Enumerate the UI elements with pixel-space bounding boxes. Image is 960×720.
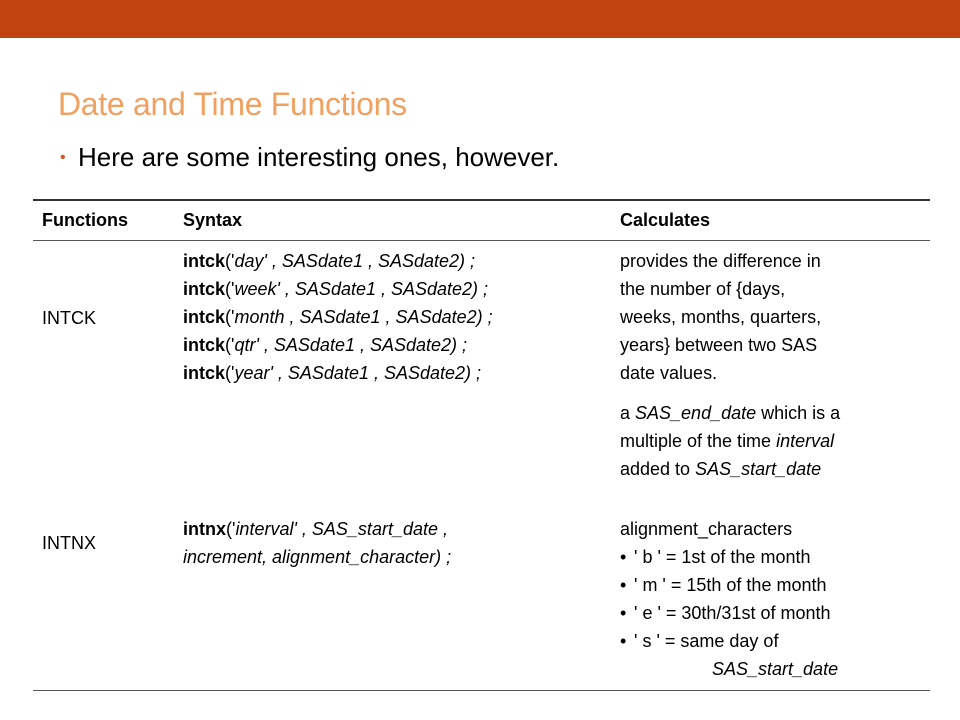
- bullet-point: [60, 139, 559, 176]
- syntax-line: increment, alignment_character) ;: [183, 547, 452, 567]
- column-header-calculates: Calculates: [620, 210, 711, 230]
- slide-title: Date and Time Functions: [58, 86, 407, 122]
- syntax-line: intck('year' , SASdate1 , SASdate2) ;: [183, 363, 482, 383]
- bullet-icon: •: [620, 575, 627, 595]
- bullet-icon: •: [620, 547, 627, 567]
- function-name-intnx: INTNX: [42, 533, 96, 553]
- alignment-characters-list: [620, 515, 838, 683]
- syntax-intck-list: [183, 247, 493, 387]
- syntax-line: intck('day' , SASdate1 , SASdate2) ;: [183, 251, 476, 271]
- alignment-heading: alignment_characters: [620, 519, 793, 539]
- calculates-intck: provides the difference in the number of {days, weeks, months, quarters, years} between two SAS date values.: [620, 251, 822, 383]
- table-header-rule: [33, 240, 930, 241]
- bullet-icon: •: [620, 631, 627, 651]
- top-accent-bar: [0, 0, 960, 38]
- list-item: • ' s ' = same day of: [620, 627, 838, 655]
- list-item: • ' e ' = 30th/31st of month: [620, 599, 838, 627]
- syntax-intnx: [183, 515, 451, 571]
- column-header-syntax: Syntax: [183, 210, 243, 230]
- column-header-functions: Functions: [42, 210, 128, 230]
- syntax-line: intck('week' , SASdate1 , SASdate2) ;: [183, 279, 489, 299]
- bullet-marker-icon: •: [60, 149, 66, 166]
- calculates-intnx-description: a SAS_end_date which is a multiple of the time interval added to SAS_start_date: [620, 403, 841, 479]
- bullet-text: Here are some interesting ones, however.: [78, 142, 560, 172]
- list-item: • ' m ' = 15th of the month: [620, 571, 838, 599]
- list-item: • ' b ' = 1st of the month: [620, 543, 838, 571]
- syntax-line: intnx('interval' , SAS_start_date ,: [183, 519, 448, 539]
- table-top-rule: [33, 199, 930, 201]
- bullet-icon: •: [620, 603, 627, 623]
- syntax-line: intck('qtr' , SASdate1 , SASdate2) ;: [183, 335, 468, 355]
- syntax-line: intck('month , SASdate1 , SASdate2) ;: [183, 307, 493, 327]
- list-item-continuation: SAS_start_date: [712, 659, 839, 679]
- function-name-intck: INTCK: [42, 308, 96, 328]
- table-bottom-rule: [33, 690, 930, 691]
